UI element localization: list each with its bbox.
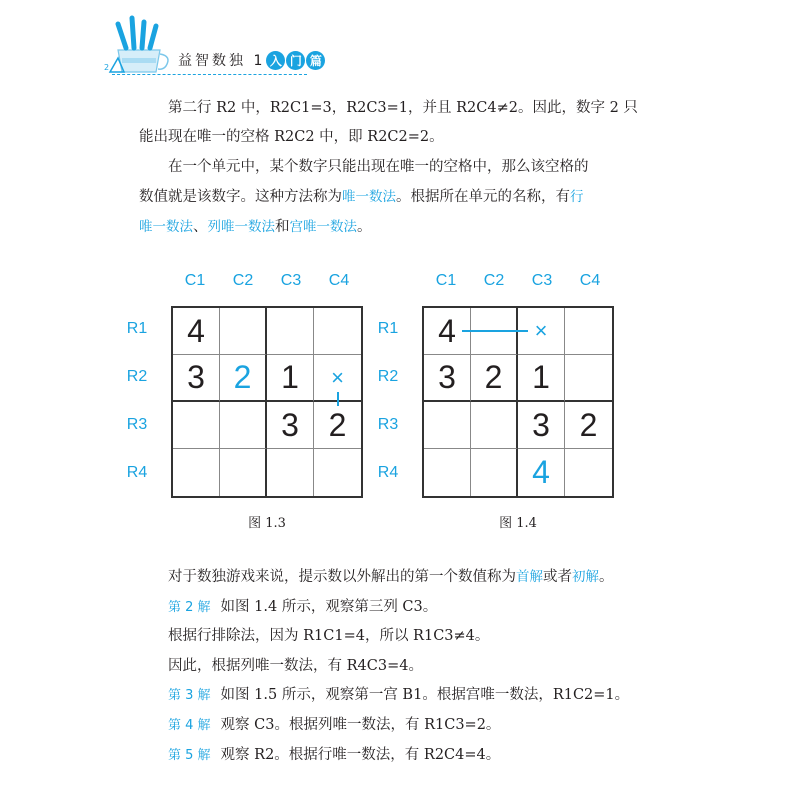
col-label: C1 <box>184 272 206 289</box>
row-label: R2 <box>377 368 399 385</box>
term-first-solution: 首解 <box>516 569 543 585</box>
cross-mark-icon: × <box>314 355 361 402</box>
cell-r3c1 <box>424 402 471 449</box>
step-text: 如图 1.4 所示，观察第三列 C3。 <box>220 599 438 615</box>
step-text: 如图 1.5 所示，观察第一宫 B1。根据宫唯一数法，R1C2=1。 <box>220 687 630 703</box>
cell-r1c3 <box>267 308 314 355</box>
step-text: 因此，根据列唯一数法，有 R4C3=4。 <box>168 658 423 674</box>
intro-line-2: 能出现在唯一的空格 R2C2 中，即 R2C2=2。 <box>139 129 444 145</box>
row-label: R3 <box>126 416 148 433</box>
header-divider <box>112 74 307 75</box>
sudoku-grid <box>422 306 614 498</box>
intro-line-3: 在一个单元中，某个数字只能出现在唯一的空格中，那么该空格的 <box>168 159 589 175</box>
cell-r3c4: 2 <box>565 402 612 449</box>
col-label: C4 <box>328 272 350 289</box>
cell-r2c2: 2 <box>471 355 518 402</box>
cell-r1c1: 4 <box>424 308 471 355</box>
step-text: 观察 C3。根据列唯一数法，有 R1C3=2。 <box>220 717 501 733</box>
step-text: 观察 R2。根据行唯一数法，有 R2C4=4。 <box>220 747 501 763</box>
figure-1-3 <box>122 272 362 532</box>
intro-line-1: 第二行 R2 中，R2C1=3，R2C3=1，并且 R2C4≠2。因此，数字 2 只 <box>168 100 638 116</box>
intro-line-5 <box>139 212 372 242</box>
cell-r4c1 <box>424 449 471 496</box>
badge-char: 入 <box>266 51 285 70</box>
cell-r4c3: 4 <box>518 449 565 496</box>
badge-char: 门 <box>286 51 305 70</box>
row-label: R4 <box>377 464 399 481</box>
col-label: C2 <box>483 272 505 289</box>
step-label: 第 4 解 <box>168 718 211 733</box>
col-label: C1 <box>435 272 457 289</box>
step-line <box>168 592 437 623</box>
step-label: 第 2 解 <box>168 600 211 615</box>
step-line <box>168 710 500 741</box>
text: 。 <box>357 219 372 235</box>
col-label: C3 <box>280 272 302 289</box>
step-text: 根据行排除法，因为 R1C1=4，所以 R1C3≠4。 <box>168 628 490 644</box>
cell-r4c3 <box>267 449 314 496</box>
term-initial-solution: 初解 <box>572 569 599 585</box>
figure-1-4 <box>373 272 613 532</box>
elimination-line <box>337 392 339 406</box>
cell-r1c2 <box>471 308 518 355</box>
step-line <box>168 680 629 711</box>
cell-r3c4: 2 <box>314 402 361 449</box>
cell-r2c3: 1 <box>518 355 565 402</box>
cell-r2c2: 2 <box>220 355 267 402</box>
text: 。根据所在单元的名称，有 <box>396 189 570 205</box>
sudoku-grid <box>171 306 363 498</box>
cell-r3c1 <box>173 402 220 449</box>
row-label: R4 <box>126 464 148 481</box>
text: 。 <box>599 569 614 585</box>
cell-r4c2 <box>220 449 267 496</box>
term-col-unique: 列唯一数法 <box>207 219 275 235</box>
elimination-line <box>462 330 528 332</box>
book-title-text: 益智数独 1 <box>178 53 266 69</box>
row-label: R1 <box>377 320 399 337</box>
badge-char: 篇 <box>306 51 325 70</box>
text: 或者 <box>543 569 572 585</box>
cell-r3c2 <box>220 402 267 449</box>
svg-text:2: 2 <box>104 63 110 72</box>
row-label: R3 <box>377 416 399 433</box>
text: 对于数独游戏来说，提示数以外解出的第一个数值称为 <box>168 569 516 585</box>
cell-r4c1 <box>173 449 220 496</box>
intro-line-4 <box>139 182 584 212</box>
step-line <box>168 740 500 771</box>
col-label: C2 <box>232 272 254 289</box>
row-label: R1 <box>126 320 148 337</box>
cell-r1c2 <box>220 308 267 355</box>
term-box-unique: 宫唯一数法 <box>289 219 357 235</box>
step-label: 第 5 解 <box>168 748 211 763</box>
text: 和 <box>275 219 290 235</box>
cell-r2c1: 3 <box>424 355 471 402</box>
cell-r4c4 <box>565 449 612 496</box>
step-label: 第 3 解 <box>168 688 211 703</box>
book-title <box>178 50 325 70</box>
cell-r3c3: 3 <box>518 402 565 449</box>
solution-line-1 <box>168 562 614 592</box>
cell-r2c1: 3 <box>173 355 220 402</box>
cell-r3c2 <box>471 402 518 449</box>
figure-caption: 图 1.3 <box>248 516 286 531</box>
col-label: C4 <box>579 272 601 289</box>
cross-mark-icon: × <box>518 308 565 355</box>
text: 、 <box>193 219 208 235</box>
cell-r1c4 <box>314 308 361 355</box>
cell-r4c2 <box>471 449 518 496</box>
term-row-unique: 唯一数法 <box>139 219 193 235</box>
text: 数值就是该数字。这种方法称为 <box>139 189 342 205</box>
term-unique-number: 唯一数法 <box>342 189 396 205</box>
step-line <box>168 621 489 651</box>
cell-r2c3: 1 <box>267 355 314 402</box>
step-line <box>168 651 423 681</box>
figure-caption: 图 1.4 <box>499 516 537 531</box>
cell-r1c4 <box>565 308 612 355</box>
cell-r3c3: 3 <box>267 402 314 449</box>
cell-r2c4 <box>565 355 612 402</box>
term-row: 行 <box>570 189 584 205</box>
cell-r4c4 <box>314 449 361 496</box>
pencil-cup-icon <box>104 10 174 78</box>
cell-r1c1: 4 <box>173 308 220 355</box>
row-label: R2 <box>126 368 148 385</box>
col-label: C3 <box>531 272 553 289</box>
